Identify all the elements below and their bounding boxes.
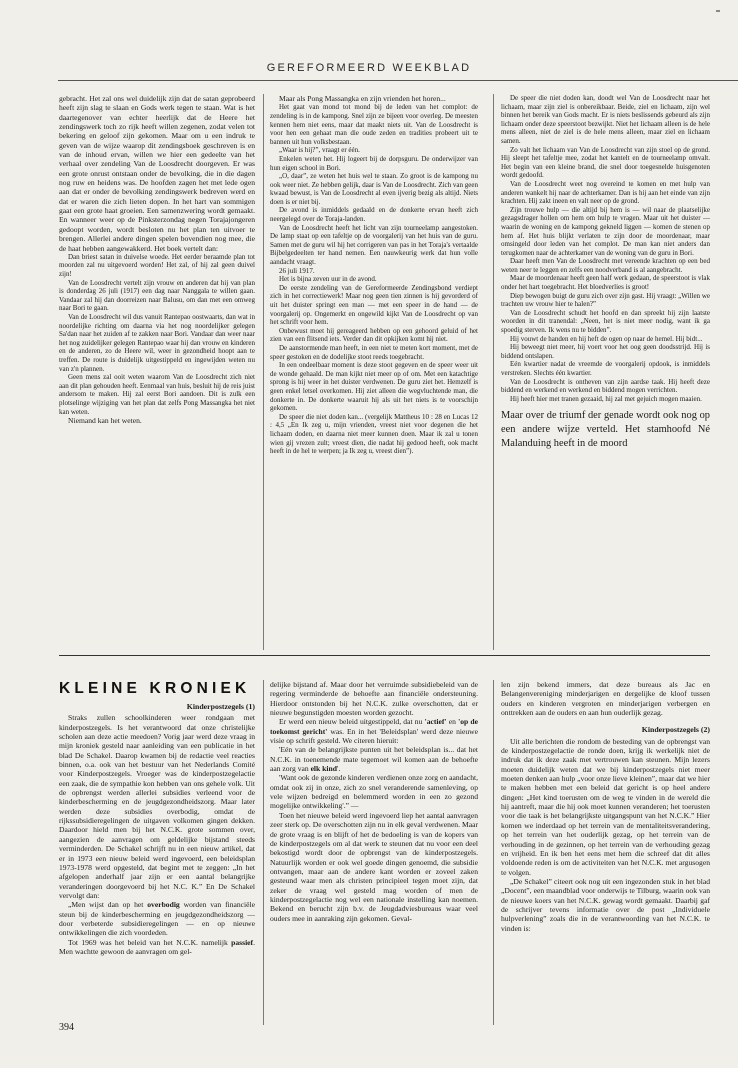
running-header: GEREFORMEERD WEEKBLAD [266, 62, 472, 74]
paragraph: Dan briest satan in duivelse woede. Het eerder beraamde plan tot moorden zal nu uitgevoerd worden! Het zal, of hij zal geen duivel zijn! [59, 252, 255, 279]
paragraph: Van de Loosdrecht vertelt zijn vrouw en anderen dat hij van plan is donderdag 26 juli (1917) een dag naar Nanggala te willen gaan. Vandaar zal hij dan doorreizen naar Balusu, om dan met een omweg naar Bori te gaan. [59, 278, 255, 313]
subsection-heading: Kinderpostzegels (2) [641, 725, 710, 735]
paragraph: Hij heeft hier met tranen gezaaid, hij zal met gejuich mogen maaien. [510, 394, 702, 403]
scan-mark [716, 10, 720, 12]
paragraph: 26 juli 1917. [279, 266, 315, 275]
paragraph: 'Want ook de gezonde kinderen verdienen onze zorg en aandacht, omdat ook zij in onze, zich zo snel veranderende samenleving, op vele wijzen bedreigd en belemmerd worden in een zo gezond mogelijke ontwikkeling'.” — [270, 773, 478, 811]
paragraph: Er werd een nieuw beleid uitgestippeld, dat nu 'actief' en 'op de toekomst gericht' was. En in het 'Beleidsplan' werd deze nieuwe visie op schrift gesteld. We citeren hieruit: [270, 717, 478, 746]
paragraph: Enkelen weten het. Hij logeert bij de dorpsguru. De onderwijzer van hun eigen school in Bori. [270, 154, 478, 172]
paragraph: Toen het nieuwe beleid werd ingevoerd liep het aantal aanvragen zeer sterk op. De overschotten zijn nu in elk geval verdwenen. Maar de grote vraag is en blijft of het de bedoeling is van de kopers van de kinderpostzegels om al dat werk te steunen dat nu voor een deel bekostigd wordt door de opbrengst van de kinderpostzegels. Natuurlijk worden er ook wel goede dingen genoemd, die subsidie ontvangen, maar aan de andere kant worden er zoveel zaken gesteund waar men als christen principieel tegen moet zijn, dat zeker de vraag wel gesteld mag worden of men de kinderpostzegelactie nog wel een nationale instelling kan noemen. Bekend en berucht zijn b.v. de Jeugdadviesbureaus waar veel ouders mee in aanraking zijn gekomen. Geval- [270, 810, 478, 923]
paragraph: De speer die niet doden kan... (vergelijk Mattheus 10 : 28 en Lucas 12 : 4,5 „En Ik zeg u, mijn vrienden, vreest niet voor degenen die het lichaam doden, en daarna niet meer kunnen doen. Maar ik zal u tonen wien gij vrezen zult; vreest dien, die nadat hij gedood heeft, ook macht heeft in de hel te werpen; ja Ik zeg u, vreest dien”). [270, 412, 478, 456]
article-column-2 [270, 94, 478, 649]
paragraph: Maar de moordenaar heeft geen half werk gedaan, de speerstoot is vlak onder het hart toegebracht. Het bloedverlies is groot! [501, 274, 710, 292]
paragraph: Eén kwartier nadat de vreemde de voorgalerij opdook, is inmiddels verstreken. Slechts één kwartier. [501, 360, 710, 377]
paragraph: De speer die niet doden kan, doodt wel Van de Loosdrecht naar het lichaam, maar zijn ziel is onbereikbaar. Beide, ziel en lichaam, zijn wel binnen het bereik van Gods macht. Er is niets beslissends gebeurd als zijn lichaam onder deze speerstoot bezwijkt. Niet het lichaam alleen is de hele mens alleen, niet de ziel is de hele mens alleen, maar ziel en lichaam samen. [501, 94, 710, 145]
paragraph: De avond is inmiddels gedaald en de donkerte ervan heeft zich neergelegd over de Toraja-landen. [270, 206, 478, 224]
paragraph: Van de Loosdrecht is ontheven van zijn aardse taak. Hij heeft deze biddend en werkend en werkend en biddend mogen verrichten. [501, 377, 710, 395]
paragraph: Van de Loosdrecht schudt het hoofd en dan spreekt hij zijn laatste woorden in dit tranendal: „Neen, het is niet meer nodig, want ik ga spoedig sterven. Ik wens nu te bidden”. [501, 308, 710, 335]
closing-paragraph: Maar over de triumf der genade wordt ook nog op een andere wijze verteld. Het stamhoofd Né Malanduing heeft in de moord [501, 410, 710, 450]
paragraph: In een ondeelbaar moment is deze stoot gegeven en de speer weer uit de wonde gehaald. De man kijkt niet meer op of om. Met een katachtige sprong is hij weer in het duister verdwenen. De guru ziet het. Hemzelf is geen enkel letsel overkomen. Hij ziet alleen die wegvluchtende man, die donkerte in. De donkerte waaruit hij als uit het niets is te voorschijn gekomen. [270, 361, 478, 413]
column-divider [263, 94, 264, 650]
page-number: 394 [59, 1022, 74, 1033]
paragraph: len zijn bekend immers, dat deze bureaus als Jac en Belangenvereniging minderjarigen en dergelijke de kloof tussen ouders en kinderen vergroten en minderjarigen verbergen en onttrekken aan de ouders en aan hun ouderlijk gezag. [501, 680, 710, 718]
column-divider [263, 680, 264, 1025]
section-title: KLEINE KRONIEK [59, 680, 251, 697]
paragraph: gebracht. Het zal ons wel duidelijk zijn dat de satan geprobeerd heeft zijn slag te slaan en Gods werk tegen te staan. Wat is het daartegenover van echter heerlijk dat de Heere het zendingswerk toch zo rijk heeft willen zegenen, zodat velen tot bekering en geloof zijn gekomen. Maar om u een indruk te geven van de wijze waarop dit zendingsboek geschreven is en van de inhoud ervan, willen we hier een gedeelte van het verhaal over zendeling Van de Loosdrecht doorgeven. Er was een grote onrust ontstaan onder de bevolking, die in die dagen nog ruw en heidens was. De hoofden zagen het met lede ogen aan dat er onder de bevolking zendingswerk bedreven werd en dat er waren die zich lieten dopen. In het hart van sommigen gaat een grote haat groeien. Een samenzwering wordt gemaakt. En wanneer weer op de Pinksterzondag negen Torajajongeren gedoopt worden, wordt besloten nu het plan ten uitvoer te brengen. Allerlei andere dingen spelen bovendien nog mee, die de haat hebben aangewakkerd. Het boek vertelt dan: [59, 94, 255, 253]
paragraph: Het is bijna zeven uur in de avond. [279, 275, 377, 284]
paragraph: „Waar is hij?”, vraagt er één. [279, 146, 360, 155]
paragraph: Niemand kan het weten. [68, 416, 142, 426]
kroniek-column-2 [270, 680, 478, 1025]
paragraph: delijke bijstand af. Maar door het verruimde subsidiebeleid van de regering verminderde de behoefte aan financiële ondersteuning. Hierdoor ontstonden bij het N.C.K. zulke overschotten, dat er nieuwe begunstigden moesten worden gezocht. [270, 680, 478, 718]
article-column-1 [59, 94, 255, 649]
paragraph: Van de Loosdrecht weet nog overeind te komen en met hulp van anderen wankelt hij naar de achterkamer. Dan is hij aan het einde van zijn krachten. Hij zakt ineen en valt neer op de grond. [501, 179, 710, 206]
article-column-3 [501, 94, 710, 649]
paragraph: Het gaat van mond tot mond bij de leden van het complot: de zendeling is in de kampong. Snel zijn ze bijeen voor overleg. De meesten kennen hem niet eens, maar dat maakt niets uit. Van de Loosdrecht is voor hen een gehaat man die oude zeden en tradities probeert uit te bannen uit hun volksbestaan. [270, 103, 478, 146]
subsection-heading: Kinderpostzegels (1) [186, 702, 255, 711]
column-divider [493, 680, 494, 1025]
paragraph: Zijn trouwe hulp — die altijd bij hem is — wil naar de plaatselijke gezagsdrager hollen om hem om hulp te vragen. Maar uit het duister — waarin de woning en de kampong gekneld liggen — komen de stenen op hem af. Het huis blijkt verlaten te zijn door de moordenaar, maar omsingeld door leden van het complot. De man kan niet anders dan terugkomen naar de achterkamer van de woning van de guru in Bori. [501, 205, 710, 257]
paragraph: Uit alle berichten die rondom de besteding van de opbrengst van de kinderpostzegelactie de ronde doen, krijg ik werkelijk niet de indruk dat ik deze zaak met vertrouwen kan steunen. Mijn lezers moeten duidelijk weten dat we bij kinderpostzegels niet meer moeten denken aan hulp „voor onze lieve kleinen”, maar dat we hier te maken hebben met een beleid dat gericht is op heel andere dingen: „Het kind toerusten om de weg te vinden in de wereld die hij aantreft, maar die hij ook moet kunnen veranderen; het toerusten voor die taak is het belangrijkste uitgangspunt van het N.C.K.” Hier komen we inderdaad op het terrein van de mentaliteitsverandering, op het terrein van het ouderlijk gezag, op het terrein van de verhouding in de gezinnen, op het terrein van de verhouding gezag en vrijheid. En ik ben het eens met hem die schreef dat dit alles voldoende reden is om de activiteiten van het N.C.K. met argusogen te volgen. [501, 736, 710, 877]
paragraph: „De Schakel” citeert ook nog uit een ingezonden stuk in het blad „Docent”, een maandblad voor onderwijs te Tilburg, waarin ook van de nieuwe koers van het N.C.K. gewag wordt gemaakt. Daarbij gaf de schrijver tevens informatie over de post „Individuele hulpverlening” zoals die in de verantwoording van het N.C.K. te vinden is: [501, 876, 710, 933]
paragraph: Straks zullen schoolkinderen weer rondgaan met kinderpostzegels. Is het verantwoord dat onze christelijke scholen aan deze actie meedoen? Vorig jaar werd deze vraag in mijn kroniek gesteld naar aanleiding van een publicatie in het blad De Schakel. Daarop kwamen bij de redactie veel reacties binnen, o.a. ook van het bestuur van het Nederlands Comité voor Kinderpostzegels. Vroeger was de kinderpostzegelactie een zaak, die de sympathie kon hebben van ons gehele volk. Uit de opbrengst werden allerlei subsidies verleend voor de kinderbescherming en de jeugdgezondheidszorg. Maar later werden deze subsidies overbodig, omdat de rijkssubsidieregelingen de uitgaven volkomen gingen dekken. Daardoor hield men bij het N.C.K. grote sommen over, aangezien de aanvragen om geldelijke bijstand steeds verminderden. De Schakel schrijft nu in een nieuw artikel, dat er in 1973 een nieuw beleid werd ingevoerd, een beleidsplan 1973-1978 werd opgesteld, dat begint met te zeggen: „In het afgelopen anderhalf jaar zijn er een aantal belangrijke veranderingen doorgevoerd bij het N.C. K.” En De Schakel vervolgt dan: [59, 713, 255, 900]
kroniek-column-1 [59, 702, 255, 1020]
paragraph: Van de Loosdrecht wil dus vanuit Rantepao oostwaarts, dan wat in noordelijke richting om daarna via het nog noordelijker gelegen Sa'dan naar het zuiden af te zakken naar Bori. Vandaar dan weer naar het nog zuidelijker gelegen Rantepao waar hij dan vrouw en kinderen en de anderen, zo de Heere wil, weer in gezondheid hoopt aan te treffen. De route is duidelijk uitgestippeld en ingewijden weten nu van z'n plannen. [59, 313, 255, 373]
paragraph: Diep bewogen buigt de guru zich over zijn gast. Hij vraagt: „Willen we trachten uw vrouw hier te halen?” [501, 291, 710, 309]
paragraph: De eerste zendeling van de Gereformeerde Zendingsbond verdiept zich in het correctiewerk! Maar nog geen tien zinnen is hij gevorderd of uit het duister springt een man — met een speer in de hand — de voorgalerij op. Ongemerkt en ongewild kijkt Van de Loosdrecht op van het schrift voor hem. [270, 283, 478, 327]
paragraph: 'Eén van de belangrijkste punten uit het beleidsplan is... dat het N.C.K. in toenemende mate tegemoet wil komen aan de behoefte aan zorg van elk kind'. [270, 745, 478, 774]
paragraph: Hij beweegt niet meer, hij voert voor het oog geen doodsstrijd. Hij is biddend ontslapen. [501, 343, 710, 360]
paragraph: Zo valt het lichaam van Van de Loosdrecht van zijn stoel op de grond. Hij sleept het tafeltje mee, zodat het kantelt en de tourneelamp omvalt. Het begin van een kleine brand, die snel door toegesnelde huisgenoten wordt gedoofd. [501, 145, 710, 180]
paragraph: Daar heeft men Van de Loosdrecht met vereende krachten op een bed weten neer te leggen en zelfs een noodverband is al aangebracht. [501, 257, 710, 274]
column-divider [493, 94, 494, 650]
paragraph: „Men wijst dan op het overbodig worden van financiële steun bij de kinderbescherming en jeugdgezondheidszorg — door verbeterde subsidieregelingen — en op nieuwe ontwikkelingen die zich voordeden. [59, 900, 255, 938]
spacer [501, 717, 710, 725]
paragraph: „O, daar”, ze weten het huis wel te staan. Zo groot is de kampong nu ook weer niet. Ze hebben gelijk, daar is Van de Loosdrecht. Zich van geen kwaad bewust, is Van de Loosdrecht al even ijverig bezig als altijd. Niets doen is er niet bij. [270, 172, 478, 206]
paragraph: Maar als Pong Massangka en zijn vrienden het horen... [279, 94, 446, 103]
paragraph: Hij vouwt de handen en hij heft de ogen op naar de hemel. Hij bidt... [510, 334, 703, 343]
kroniek-column-3 [501, 680, 710, 1025]
paragraph: Geen mens zal ooit weten waarom Van de Loosdrecht zich niet aan dit plan gehouden heeft. Eenmaal van huis, besluit hij de reis juist andersom te maken. Hij zal eerst Bori aandoen. Dit is zulk een plotselinge wijziging van het plan dat zelfs Pong Massangka het niet kan weten. [59, 373, 255, 416]
header-rule [58, 80, 738, 81]
paragraph: Van de Loosdrecht heeft het licht van zijn tourneelamp aangestoken. De lamp staat op een tafeltje op de voorgalerij van het huis van de guru. Samen met de guru wil hij het corrigeren van pas in het Toraja's vertaalde Bijbelgedeelten ter hand nemen. Een nauwkeurig werk dat hun volle aandacht vraagt. [270, 223, 478, 267]
paragraph: Onbewust moet hij gereageerd hebben op een gehoord geluid of het zien van een flitsend iets. Verder dan dit opkijken komt hij niet. [270, 326, 478, 344]
paragraph: De aanstormende man heeft, in een niet te meten kort moment, met de speer gestoken en de dodelijke stoot reeds toegebracht. [270, 343, 478, 361]
section-divider [59, 655, 710, 656]
paragraph: Tot 1969 was het beleid van het N.C.K. namelijk passief. Men wachtte gewoon de aanvragen om gel- [59, 937, 255, 956]
